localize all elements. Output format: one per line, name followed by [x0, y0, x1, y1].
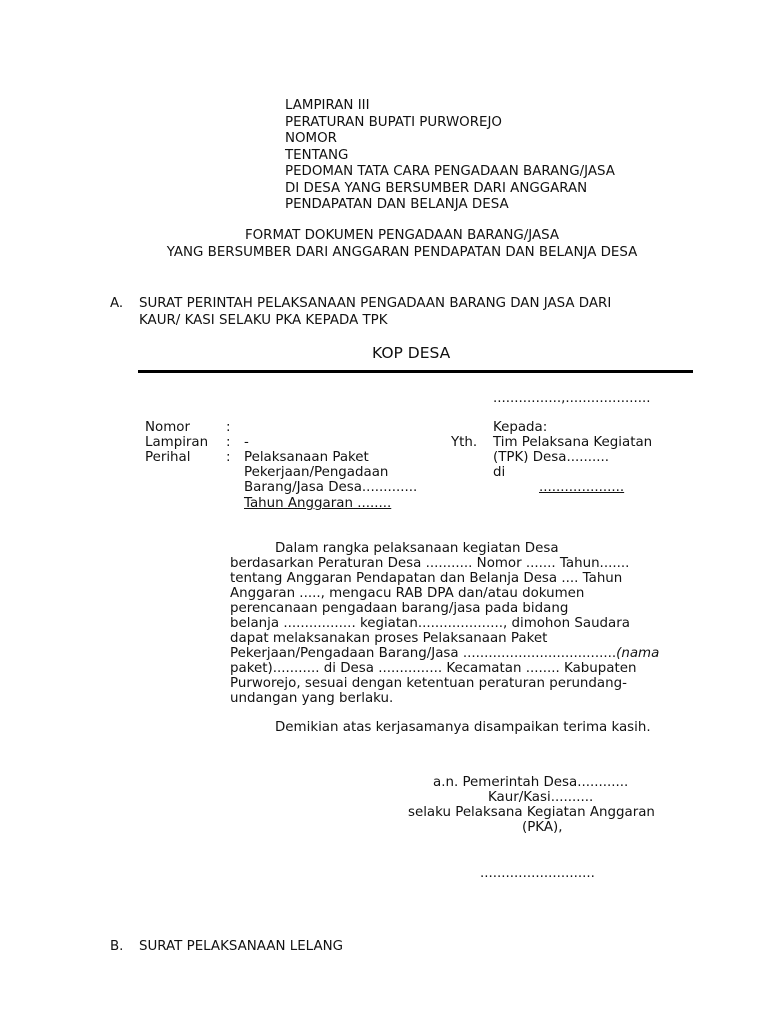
kepada-label: Kepada:: [493, 420, 548, 435]
body-line: Purworejo, sesuai dengan ketentuan peraturan perundang-: [230, 676, 627, 691]
perihal-line: Barang/Jasa Desa.............: [244, 480, 418, 495]
header-line: PEDOMAN TATA CARA PENGADAAN BARANG/JASA: [285, 164, 615, 179]
place-date: ................,....................: [493, 391, 651, 406]
body-line: dapat melaksanakan proses Pelaksanaan Paket: [230, 631, 548, 646]
header-line: DI DESA YANG BERSUMBER DARI ANGGARAN: [285, 180, 588, 196]
body-line: tentang Anggaran Pendapatan dan Belanja Desa .... Tahun: [230, 571, 623, 586]
perihal-line: Pelaksanaan Paket: [244, 450, 369, 465]
body-line: paket)........... di Desa ............... Kecamatan ........ Kabupaten: [230, 661, 637, 676]
signature-line: Kaur/Kasi..........: [488, 790, 594, 805]
signature-line: (PKA),: [522, 820, 563, 835]
signature-name: ...........................: [480, 866, 595, 881]
nama-italic: (nama: [616, 646, 660, 661]
header-line: TENTANG: [285, 147, 349, 163]
lampiran-label: Lampiran: [145, 435, 209, 450]
body-line: Anggaran ....., mengacu RAB DPA dan/atau dokumen: [230, 586, 585, 601]
header-line: LAMPIRAN III: [285, 98, 370, 113]
signature-line: a.n. Pemerintah Desa............: [433, 775, 629, 790]
yth-label: Yth.: [451, 435, 478, 450]
body-line: perencanaan pengadaan barang/jasa pada bidang: [230, 601, 569, 616]
header-line: NOMOR: [285, 131, 337, 146]
recipient-line: (TPK) Desa..........: [493, 450, 610, 465]
signature-line: selaku Pelaksana Kegiatan Anggaran: [408, 805, 655, 820]
recipient-line: Tim Pelaksana Kegiatan: [493, 435, 653, 450]
body-line: Dalam rangka pelaksanaan kegiatan Desa: [275, 541, 559, 556]
section-b-marker: B.: [110, 939, 124, 954]
lampiran-colon: :: [226, 435, 231, 450]
header-line: PENDAPATAN DAN BELANJA DESA: [285, 197, 509, 212]
kop-rule: [138, 370, 693, 373]
format-title-line2: YANG BERSUMBER DARI ANGGARAN PENDAPATAN DAN BELANJA DESA: [166, 245, 638, 260]
body-line-text: Pekerjaan/Pengadaan Barang/Jasa ....................................: [230, 646, 617, 661]
perihal-line-underlined: Tahun Anggaran ........: [244, 496, 392, 511]
lampiran-value: -: [244, 435, 249, 450]
section-a-marker: A.: [110, 296, 124, 311]
perihal-line: Pekerjaan/Pengadaan: [244, 465, 389, 480]
section-a-title-line1: SURAT PERINTAH PELAKSANAAN PENGADAAN BARANG DAN JASA DARI: [139, 296, 612, 311]
nomor-colon: :: [226, 420, 231, 435]
body-line: [230, 646, 659, 662]
header-line: PERATURAN BUPATI PURWOREJO: [285, 114, 502, 130]
section-a-title-line2: KAUR/ KASI SELAKU PKA KEPADA TPK: [139, 313, 388, 328]
body-line: berdasarkan Peraturan Desa ........... Nomor ....... Tahun.......: [230, 556, 630, 571]
kop-desa: KOP DESA: [372, 344, 451, 362]
perihal-label: Perihal: [145, 450, 191, 465]
closing-text: Demikian atas kerjasamanya disampaikan terima kasih.: [275, 720, 651, 735]
format-title-line1: FORMAT DOKUMEN PENGADAAN BARANG/JASA: [244, 228, 560, 243]
body-line: belanja ................. kegiatan...................., dimohon Saudara: [230, 616, 630, 631]
perihal-colon: :: [226, 450, 231, 465]
recipient-place: ....................: [539, 480, 625, 495]
lampiran-header: [285, 98, 615, 214]
nomor-label: Nomor: [145, 420, 190, 435]
section-b-title: SURAT PELAKSANAAN LELANG: [139, 939, 343, 954]
body-line: undangan yang berlaku.: [230, 691, 394, 706]
recipient-line: di: [493, 465, 506, 480]
